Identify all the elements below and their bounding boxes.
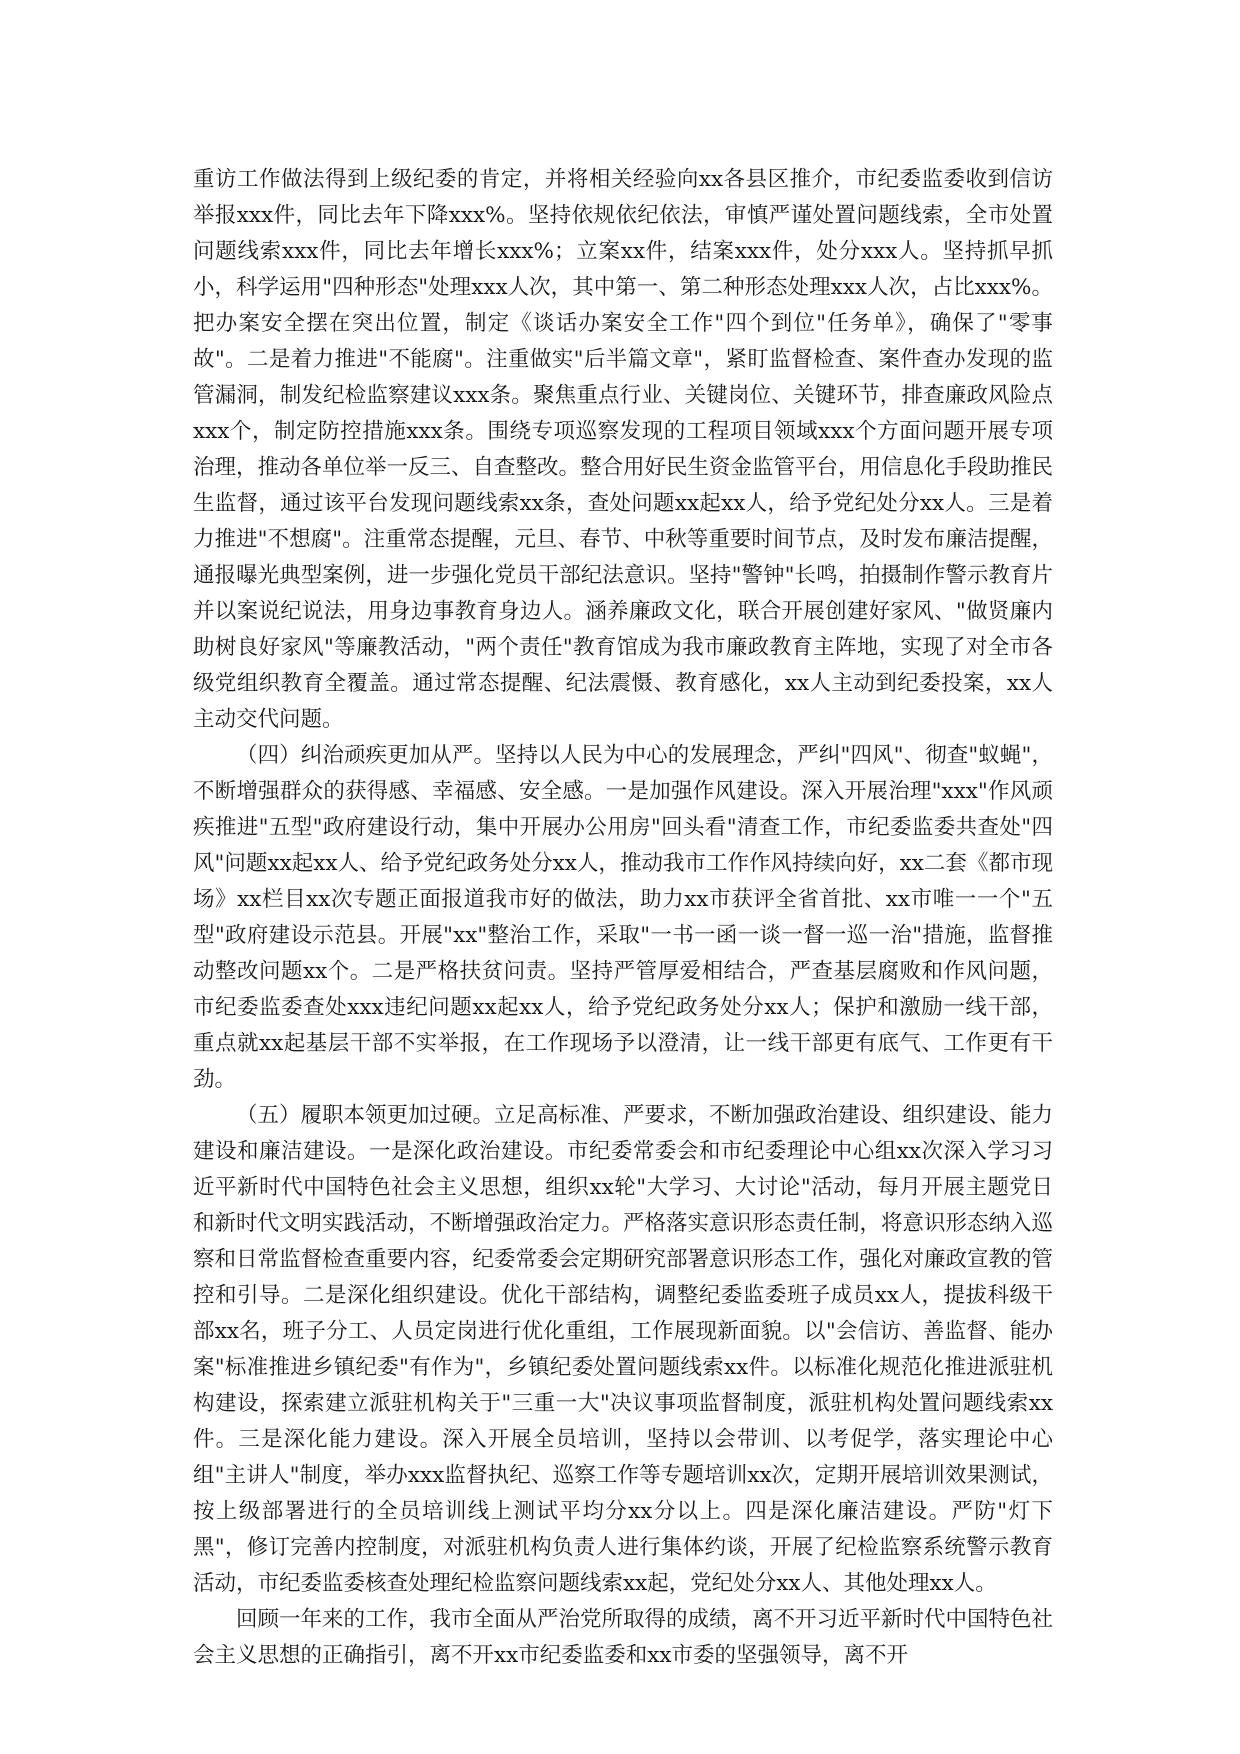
paragraph-section-five: （五）履职本领更加过硬。立足高标准、严要求，不断加强政治建设、组织建设、能力建设和廉洁建设。一是深化政治建设。市纪委常委会和市纪委理论中心组xx次深入学习习近平新时代中国特色社会主义思想，组织xx轮"大学习、大讨论"活动，每月开展主题党日和新时代文明实践活动，不断增强政治定力。严格落实意识形态责任制，将意识形态纳入巡察和日常监督检查重要内容，纪委常委会定期研究部署意识形态工作，强化对廉政宣教的管控和引导。二是深化组织建设。优化干部结构，调整纪委监委班子成员xx人，提拔科级干部xx名，班子分工、人员定岗进行优化重组，工作展现新面貌。以"会信访、善监督、能办案"标准推进乡镇纪委"有作为"，乡镇纪委处置问题线索xx件。以标准化规范化推进派驻机构建设，探索建立派驻机构关于"三重一大"决议事项监督制度，派驻机构处置问题线索xx件。三是深化能力建设。深入开展全员培训，坚持以会带训、以考促学，落实理论中心组"主讲人"制度，举办xxx监督执纪、巡察工作等专题培训xx次，定期开展培训效果测试，按上级部署进行的全员培训线上测试平均分xx分以上。四是深化廉洁建设。严防"灯下黑"，修订完善内控制度，对派驻机构负责人进行集体约谈，开展了纪检监察系统警示教育活动，市纪委监委核查处理纪检监察问题线索xx起，党纪处分xx人、其他处理xx人。 (193, 1103, 1054, 1596)
paragraph-work-continued: 重访工作做法得到上级纪委的肯定，并将相关经验向xx各县区推介，市纪委监委收到信访举报xxx件，同比去年下降xxx%。坚持依规依纪依法，审慎严谨处置问题线索，全市处置问题线索xxx件，同比去年增长xxx%；立案xx件，结案xxx件，处分xxx人。坚持抓早抓小，科学运用"四种形态"处理xxx人次，其中第一、第二种形态处理xxx人次，占比xxx%。把办案安全摆在突出位置，制定《谈话办案安全工作"四个到位"任务单》，确保了"零事故"。二是着力推进"不能腐"。注重做实"后半篇文章"，紧盯监督检查、案件查办发现的监管漏洞，制发纪检监察建议xxx条。聚焦重点行业、关键岗位、关键环节，排查廉政风险点xxx个，制定防控措施xxx条。围绕专项巡察发现的工程项目领域xxx个方面问题开展专项治理，推动各单位举一反三、自查整改。整合用好民生资金监管平台，用信息化手段助推民生监督，通过该平台发现问题线索xx条，查处问题xx起xx人，给予党纪处分xx人。三是着力推进"不想腐"。注重常态提醒，元旦、春节、中秋等重要时间节点，及时发布廉洁提醒，通报曝光典型案例，进一步强化党员干部纪法意识。坚持"警钟"长鸣，拍摄制作警示教育片并以案说纪说法，用身边事教育身边人。涵养廉政文化，联合开展创建好家风、"做贤廉内助树良好家风"等廉教活动，"两个责任"教育馆成为我市廉政教育主阵地，实现了对全市各级党组织教育全覆盖。通过常态提醒、纪法震慑、教育感化，xx人主动到纪委投案，xx人主动交代问题。 (193, 167, 1054, 732)
paragraph-review: 回顾一年来的工作，我市全面从严治党所取得的成绩，离不开习近平新时代中国特色社会主义思想的正确指引，离不开xx市纪委监委和xx市委的坚强领导，离不开 (193, 1607, 1054, 1668)
document-page (193, 162, 1053, 1674)
paragraph-section-four: （四）纠治顽疾更加从严。坚持以人民为中心的发展理念，严纠"四风"、彻查"蚁蝇"，不断增强群众的获得感、幸福感、安全感。一是加强作风建设。深入开展治理"xxx"作风顽疾推进"五型"政府建设行动，集中开展办公用房"回头看"清查工作，市纪委监委共查处"四风"问题xx起xx人、给予党纪政务处分xx人，推动我市工作作风持续向好，xx二套《都市现场》xx栏目xx次专题正面报道我市好的做法，助力xx市获评全省首批、xx市唯一一个"五型"政府建设示范县。开展"xx"整治工作，采取"一书一函一谈一督一巡一治"措施，监督推动整改问题xx个。二是严格扶贫问责。坚持严管厚爱相结合，严查基层腐败和作风问题，市纪委监委查处xxx违纪问题xx起xx人，给予党纪政务处分xx人；保护和激励一线干部，重点就xx起基层干部不实举报，在工作现场予以澄清，让一线干部更有底气、工作更有干劲。 (193, 743, 1053, 1092)
